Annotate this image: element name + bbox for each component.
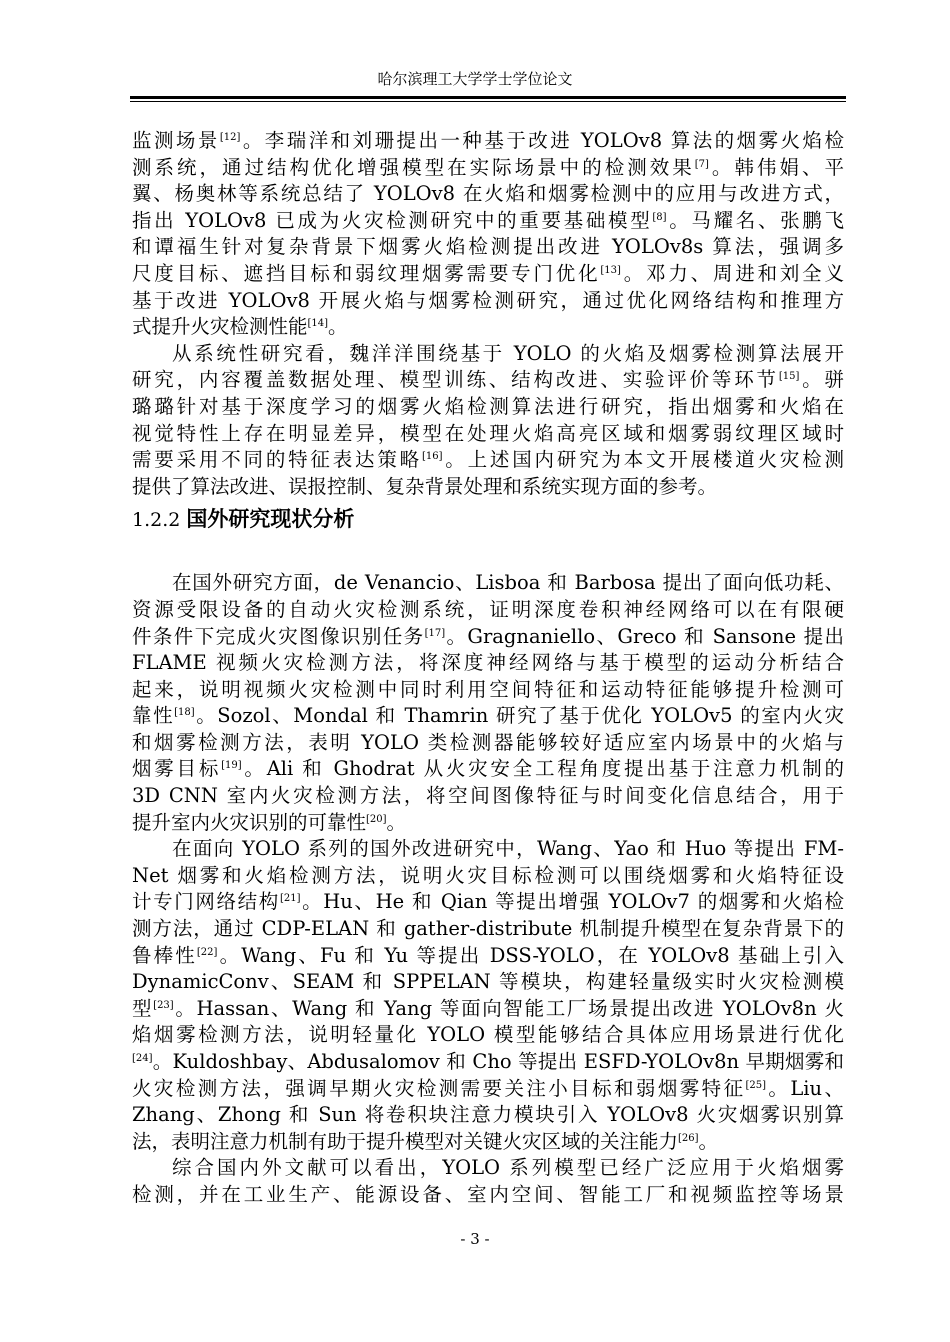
text-line	[132, 1182, 844, 1209]
text-run: 。Sozol、Mondal 和 Thamrin 研究了基于优化 YOLOv5 的室内火灾	[194, 704, 844, 728]
citation-ref: [19]	[221, 760, 242, 772]
text-line	[132, 1049, 844, 1076]
text-line	[132, 597, 844, 624]
text-line	[132, 969, 844, 996]
text-line	[132, 916, 844, 943]
text-run: 。骈	[799, 368, 844, 392]
text-run: 测方法，通过 CDP-ELAN 和 gather-distribute 机制提升模型在复杂背景下的	[132, 917, 844, 941]
text-run: Net 烟雾和火焰检测方法，说明火灾目标检测可以围绕烟雾和火焰特征设	[132, 863, 844, 887]
paragraph	[132, 341, 844, 501]
text-run: 。李瑞洋和刘珊提出一种基于改进 YOLOv8 算法的烟雾火焰检	[240, 129, 844, 152]
text-run: 焰烟雾检测方法，说明轻量化 YOLO 模型能够结合具体应用场景进行优化	[132, 1023, 844, 1047]
text-run: 研究，内容覆盖数据处理、模型训练、结构改进、实验评价等环节	[132, 368, 779, 392]
text-run: 检测，并在工业生产、能源设备、室内空间、智能工厂和视频监控等场景	[132, 1182, 844, 1206]
citation-ref: [22]	[196, 946, 218, 958]
text-line	[132, 624, 844, 651]
text-run: 提升室内火灾识别的可靠性	[132, 810, 367, 834]
body-text	[132, 128, 844, 1209]
text-run: 在国外研究方面，de Venancio、Lisboa 和 Barbosa 提出了面向低功耗、	[172, 571, 844, 595]
text-run: 需要采用不同的特征表达策略	[132, 448, 422, 472]
text-line	[132, 208, 844, 235]
text-line	[132, 288, 844, 315]
text-run: 火灾检测方法，强调早期火灾检测需要关注小目标和弱烟雾特征	[132, 1076, 746, 1100]
text-run: 从系统性研究看，魏洋洋围绕基于 YOLO 的火焰及烟雾检测算法展开	[172, 341, 844, 365]
text-run: Zhang、Zhong 和 Sun 将卷积块注意力模块引入 YOLOv8 火灾烟雾识别算	[132, 1103, 844, 1127]
text-run: 。Gragnaniello、Greco 和 Sansone 提出	[445, 624, 844, 648]
text-run: 。邓力、周进和刘全义	[620, 261, 844, 285]
text-run: 和烟雾检测方法，表明 YOLO 类检测器能够较好适应室内场景中的火焰与	[132, 730, 844, 754]
text-line	[132, 1022, 844, 1049]
citation-ref: [20]	[366, 813, 387, 825]
text-line	[132, 756, 844, 783]
text-run: DynamicConv、SEAM 和 SPPELAN 等模块，构建轻量级实时火灾检测模	[132, 970, 844, 994]
text-line	[132, 314, 844, 341]
text-line	[132, 810, 844, 837]
text-run: 。Hassan、Wang 和 Yang 等面向智能工厂场景提出改进 YOLOv8n 火	[173, 996, 844, 1020]
citation-ref: [7]	[694, 158, 709, 170]
text-line	[132, 394, 844, 421]
text-run: 。韩伟娟、平	[708, 155, 844, 179]
text-run: 综合国内外文献可以看出，YOLO 系列模型已经广泛应用于火焰烟雾	[172, 1156, 844, 1180]
text-run: 测系统，通过结构优化增强模型在实际场景中的检测效果	[132, 155, 695, 179]
text-run: 。上述国内研究为本文开展楼道火灾检测	[442, 448, 844, 472]
citation-ref: [14]	[307, 318, 329, 330]
paragraph	[132, 1155, 844, 1208]
running-header: 哈尔滨理工大学学士学位论文	[377, 70, 573, 88]
text-run: 视觉特性上存在明显差异，模型在处理火焰高亮区域和烟雾弱纹理区域时	[132, 421, 844, 445]
citation-ref: [13]	[600, 264, 621, 276]
text-line	[132, 447, 844, 474]
text-line	[132, 889, 844, 916]
text-line	[132, 1155, 844, 1182]
text-run: 。	[328, 315, 348, 339]
text-run: 提供了算法改进、误报控制、复杂背景处理和系统实现方面的参考。	[132, 474, 718, 498]
text-line	[132, 836, 844, 863]
text-run: 基于改进 YOLOv8 开展火焰与烟雾检测研究，通过优化网络结构和推理方	[132, 288, 844, 312]
text-run: 。Liu、	[766, 1076, 844, 1100]
text-run: 。	[698, 1129, 719, 1153]
paragraph	[132, 570, 844, 836]
text-run: 鲁棒性	[132, 943, 197, 967]
text-line	[132, 943, 844, 970]
paragraph	[132, 128, 844, 341]
citation-ref: [15]	[778, 371, 800, 383]
text-run: 靠性	[132, 704, 175, 728]
text-run: 翼、杨奥林等系统总结了 YOLOv8 在火焰和烟雾检测中的应用与改进方式，	[132, 182, 844, 206]
text-run: 在面向 YOLO 系列的国外改进研究中，Wang、Yao 和 Huo 等提出 FM-	[172, 837, 844, 861]
citation-ref: [17]	[424, 627, 446, 639]
text-line	[132, 703, 844, 730]
text-run: 。	[386, 810, 407, 834]
text-line	[132, 155, 844, 182]
text-line	[132, 677, 844, 704]
text-line	[132, 261, 844, 288]
text-run: 起来，说明视频火灾检测中同时利用空间特征和运动特征能够提升检测可	[132, 677, 844, 701]
text-line	[132, 1076, 844, 1103]
text-line	[132, 421, 844, 448]
section-title: 国外研究现状分析	[186, 506, 355, 532]
text-run: 件条件下完成火灾图像识别任务	[132, 624, 425, 648]
text-run: 烟雾目标	[132, 757, 222, 781]
text-run: 资源受限设备的自动火灾检测系统，证明深度卷积神经网络可以在有限硬	[132, 597, 844, 621]
header-rule-thick	[130, 96, 846, 99]
citation-ref: [8]	[652, 211, 667, 223]
text-run: 。Kuldoshbay、Abdusalomov 和 Cho 等提出 ESFD-YOLOv8n 早期烟雾和	[152, 1050, 844, 1073]
text-run: 。Wang、Fu 和 Yu 等提出 DSS-YOLO，在 YOLOv8 基础上引入	[217, 943, 844, 967]
text-line	[132, 996, 844, 1023]
text-run: 。马耀名、张鹏飞	[666, 208, 844, 232]
citation-ref: [23]	[153, 999, 174, 1011]
text-run: 计专门网络结构	[132, 890, 280, 914]
text-line	[132, 783, 844, 810]
text-run: 3D CNN 室内火灾检测方法，将空间图像特征与时间变化信息结合，用于	[132, 784, 844, 808]
text-line	[132, 234, 844, 261]
citation-ref: [12]	[219, 132, 241, 143]
text-run: 法，表明注意力机制有助于提升模型对关键火灾区域的关注能力	[132, 1129, 679, 1153]
text-line	[132, 128, 844, 155]
text-run: 璐璐针对基于深度学习的烟雾火焰检测算法进行研究，指出烟雾和火焰在	[132, 394, 844, 418]
citation-ref: [24]	[132, 1053, 153, 1064]
text-line	[132, 1102, 844, 1129]
text-line	[132, 367, 844, 394]
text-line	[132, 181, 844, 208]
citation-ref: [16]	[421, 451, 443, 463]
citation-ref: [21]	[279, 893, 301, 905]
text-run: 尺度目标、遮挡目标和弱纹理烟雾需要专门优化	[132, 261, 601, 285]
text-run: 。Ali 和 Ghodrat 从火灾安全工程角度提出基于注意力机制的	[241, 757, 844, 781]
text-run: FLAME 视频火灾检测方法，将深度神经网络与基于模型的运动分析结合	[132, 651, 844, 675]
text-run: 型	[132, 996, 154, 1020]
text-run: 监测场景	[132, 129, 220, 152]
text-run: 和谭福生针对复杂背景下烟雾火焰检测提出改进 YOLOv8s 算法，强调多	[132, 235, 844, 259]
text-line	[132, 863, 844, 890]
text-line	[132, 650, 844, 677]
paragraph	[132, 836, 844, 1155]
section-heading	[132, 500, 844, 548]
citation-ref: [18]	[174, 707, 195, 719]
text-line	[132, 730, 844, 757]
citation-ref: [25]	[745, 1079, 767, 1091]
text-run: 指出 YOLOv8 已成为火灾检测研究中的重要基础模型	[132, 208, 653, 232]
text-line	[132, 474, 844, 501]
section-spacer	[132, 548, 844, 570]
text-run: 式提升火灾检测性能	[132, 315, 308, 339]
text-line	[132, 1129, 844, 1156]
page-number: - 3 -	[460, 1230, 490, 1248]
header-rule-thin	[130, 101, 846, 102]
text-run: 。Hu、He 和 Qian 等提出增强 YOLOv7 的烟雾和火焰检	[300, 890, 844, 914]
section-number: 1.2.2	[132, 509, 181, 532]
citation-ref: [26]	[678, 1132, 699, 1144]
text-line	[132, 341, 844, 368]
text-line	[132, 570, 844, 597]
